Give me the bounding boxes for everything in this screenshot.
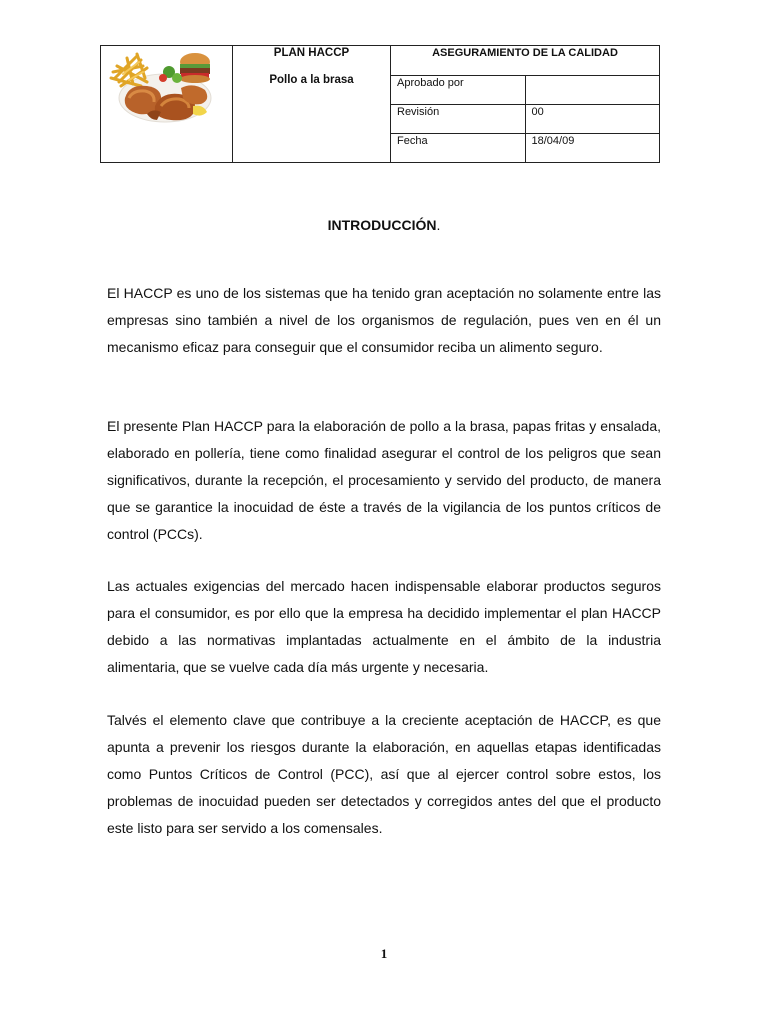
header-table	[100, 45, 660, 163]
approved-by-label: Aprobado por	[391, 76, 526, 105]
food-image	[107, 48, 213, 124]
plan-title: PLAN HACCP	[273, 47, 350, 59]
revision-label: Revisión	[391, 105, 526, 134]
date-value: 18/04/09	[525, 134, 660, 163]
plan-cell	[233, 46, 391, 163]
paragraph-4: Talvés el elemento clave que contribuye a la creciente aceptación de HACCP, es que apunta a prevenir los riesgos durante la elaboración, en aquellas etapas identificadas como Puntos Críticos de Control (PCC), así que al ejercer control sobre estos, los problemas de inocuidad pueden ser detectados y corregidos antes del que el producto este listo para ser servido a los comensales.	[107, 712, 661, 836]
section-title	[0, 217, 768, 233]
paragraph-3: Las actuales exigencias del mercado hacen indispensable elaborar productos seguros para el consumidor, es por ello que la empresa ha decidido implementar el plan HACCP debido a las normativas implantadas actualmente en el ámbito de la industria alimentaria, que se vuelve cada día más urgente y necesaria.	[107, 578, 661, 675]
date-label: Fecha	[391, 134, 526, 163]
section-title-text: INTRODUCCIÓN	[327, 217, 437, 233]
revision-value: 00	[525, 105, 660, 134]
logo-cell	[101, 46, 233, 163]
approved-by-value	[525, 76, 660, 105]
paragraph-2: El presente Plan HACCP para la elaboración de pollo a la brasa, papas fritas y ensalada, elaborado en pollería, tiene como finalidad asegurar el control de los peligros que sean significativos, durante la recepción, el procesamiento y servido del producto, de manera que se garantice la inocuidad de éste a través de la vigilancia de los puntos críticos de control (PCCs).	[107, 418, 661, 542]
page-number: 1	[380, 946, 388, 961]
section-title-punct: .	[436, 217, 441, 233]
paragraph-1: El HACCP es uno de los sistemas que ha tenido gran aceptación no solamente entre las empresas sino también a nivel de los organismos de regulación, pues ven en él un mecanismo eficaz para conseguir que el consumidor reciba un alimento seguro.	[107, 285, 661, 355]
plan-subtitle: Pollo a la brasa	[269, 74, 354, 86]
qa-heading: ASEGURAMIENTO DE LA CALIDAD	[391, 46, 660, 76]
